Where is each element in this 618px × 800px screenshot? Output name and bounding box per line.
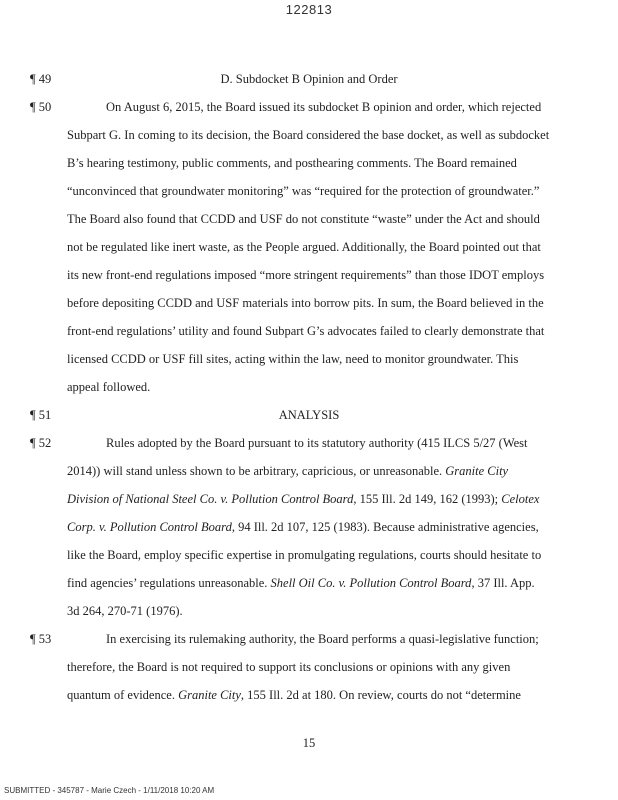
text-line: On August 6, 2015, the Board issued its subdocket B opinion and order, which rejected xyxy=(106,100,542,114)
text-line: B’s hearing testimony, public comments, and posthearing comments. The Board remained xyxy=(67,156,517,170)
section-heading-analysis: ANALYSIS xyxy=(278,408,340,422)
text-line: In exercising its rulemaking authority, the Board performs a quasi-legislative function; xyxy=(106,632,539,646)
paragraph-number-53: ¶ 53 xyxy=(30,632,52,646)
text-run: , 155 Ill. 2d 149, 162 (1993); xyxy=(353,492,502,506)
case-citation: Shell Oil Co. v. Pollution Control Board xyxy=(270,576,472,590)
case-citation: Corp. v. Pollution Control Board xyxy=(67,520,232,534)
text-run: quantum of evidence. xyxy=(67,688,179,702)
case-citation: Granite City xyxy=(445,464,509,478)
text-line: not be regulated like inert waste, as the People argued. Additionally, the Board pointed out that xyxy=(67,240,541,254)
text-run: 2014)) will stand unless shown to be arbitrary, capricious, or unreasonable. xyxy=(67,464,446,478)
text-line: “unconvinced that groundwater monitoring” was “required for the protection of groundwater.” xyxy=(67,184,540,198)
paragraph-number-52: ¶ 52 xyxy=(30,436,52,450)
text-line xyxy=(67,464,508,479)
section-heading-subdocket-b: D. Subdocket B Opinion and Order xyxy=(220,72,398,86)
text-line: appeal followed. xyxy=(67,380,151,394)
text-line xyxy=(67,688,521,703)
text-line xyxy=(67,520,539,535)
text-run: find agencies’ regulations unreasonable. xyxy=(67,576,271,590)
text-run: , 94 Ill. 2d 107, 125 (1983). Because administrative agencies, xyxy=(231,520,539,534)
submission-stamp: SUBMITTED - 345787 - Marie Czech - 1/11/2018 10:20 AM xyxy=(4,786,215,795)
text-line: 3d 264, 270-71 (1976). xyxy=(67,604,183,618)
text-line: Rules adopted by the Board pursuant to its statutory authority (415 ILCS 5/27 (West xyxy=(106,436,528,450)
text-line: licensed CCDD or USF fill sites, acting within the law, need to monitor groundwater. This xyxy=(67,352,519,366)
text-line: like the Board, employ specific expertise in promulgating regulations, courts should hesitate to xyxy=(67,548,542,562)
text-run: , 37 Ill. App. xyxy=(471,576,535,590)
text-line: The Board also found that CCDD and USF do not constitute “waste” under the Act and should xyxy=(67,212,540,226)
text-line: therefore, the Board is not required to support its conclusions or opinions with any given xyxy=(67,660,511,674)
text-line xyxy=(67,492,539,507)
paragraph-number-51: ¶ 51 xyxy=(30,408,52,422)
case-citation: Celotex xyxy=(501,492,540,506)
text-line: front-end regulations’ utility and found Subpart G’s advocates failed to clearly demonstrate that xyxy=(67,324,545,338)
text-line: before depositing CCDD and USF materials into borrow pits. In sum, the Board believed in the xyxy=(67,296,544,310)
text-line xyxy=(67,576,535,591)
text-line: Subpart G. In coming to its decision, the Board considered the base docket, as well as subdocket xyxy=(67,128,550,142)
paragraph-number-50: ¶ 50 xyxy=(30,100,52,114)
paragraph-number-49: ¶ 49 xyxy=(30,72,52,86)
case-citation: Granite City xyxy=(178,688,241,702)
page-number: 15 xyxy=(302,736,316,750)
document-number: 122813 xyxy=(285,2,333,17)
text-run: , 155 Ill. 2d at 180. On review, courts do not “determine xyxy=(240,688,521,702)
text-line: its new front-end regulations imposed “more stringent requirements” than those IDOT employs xyxy=(67,268,545,282)
case-citation: Division of National Steel Co. v. Pollution Control Board xyxy=(67,492,354,506)
